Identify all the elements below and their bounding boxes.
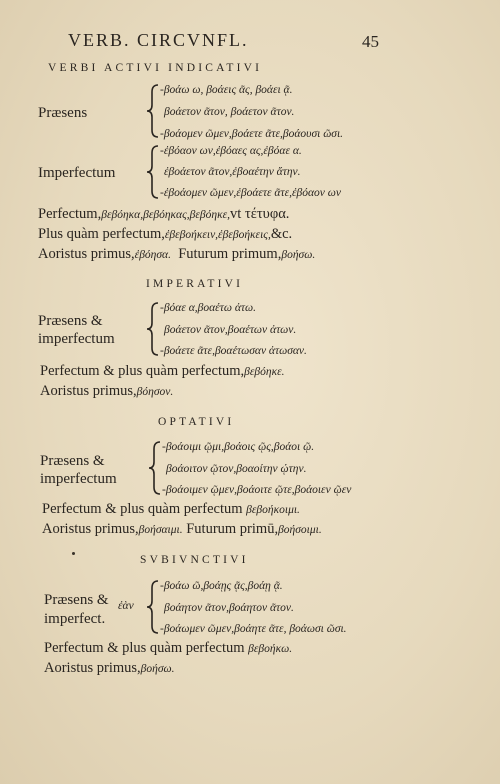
- form-present-1: -βοάω ω, βοάεις ᾶς, βοάει ᾷ.: [160, 84, 293, 96]
- greek-text: ἐβεβοήκειν,ἐβεβοήκεις,: [164, 229, 271, 241]
- section-title-indicative: VERBI ACTIVI INDICATIVI: [48, 62, 263, 74]
- form-optative-2: βοάοιτον ῷτον,βοαοίτην ῴτην.: [166, 463, 307, 475]
- latin-text: Perfectum,: [38, 206, 102, 222]
- brace-present: [146, 84, 160, 138]
- label-optative-1: Præsens &: [40, 453, 105, 469]
- section-title-imperative: IMPERATIVI: [146, 278, 244, 290]
- latin-text: Perfectum & plus quàm perfectum: [42, 501, 243, 517]
- subjunctive-aorist-line: [44, 660, 175, 677]
- imperative-perfect-line: [40, 363, 285, 380]
- label-subjunctive-2: imperfect.: [44, 611, 106, 627]
- latin-text: Plus quàm perfectum,: [38, 226, 165, 242]
- latin-text: Aoristus primus,: [42, 521, 139, 537]
- optative-perfect-line: [42, 501, 300, 518]
- label-present: Præsens: [38, 105, 88, 121]
- greek-text: βοήσω.: [281, 249, 316, 261]
- latin-text: Futurum primum,: [178, 246, 282, 262]
- optative-aorist-line: [42, 521, 322, 538]
- greek-text: βεβοήκω.: [248, 643, 293, 655]
- latin-text: Perfectum & plus quàm perfectum,: [40, 363, 245, 379]
- label-optative-2: imperfectum: [40, 471, 117, 487]
- label-imperfect: Imperfectum: [38, 165, 116, 181]
- form-imperative-2: βοάετον ᾶτον,βοαέτων ἀτων.: [164, 324, 297, 336]
- indicative-perfect-line: [38, 206, 289, 223]
- latin-text: Aoristus primus,: [38, 246, 135, 262]
- form-optative-3: -βοάοιμεν ῷμεν,βοάοιτε ῷτε,βοάοιεν ῷεν: [162, 484, 352, 496]
- form-imperfect-2: ἐβοάετον ᾶτον,ἐβοαέτην ἄτην.: [164, 166, 301, 178]
- form-present-2: βοάετον ᾶτον, βοάετον ᾶτον.: [164, 106, 295, 118]
- latin-text: Futurum primū,: [186, 521, 279, 537]
- section-title-subjunctive: SVBIVNCTIVI: [140, 554, 249, 566]
- label-subjunctive-1: Præsens &: [44, 592, 109, 608]
- running-head: VERB. CIRCVNFL.: [68, 30, 249, 50]
- brace-imperative: [146, 302, 160, 356]
- greek-text: βοήσαιμι.: [138, 524, 183, 536]
- greek-text: βοήσω.: [140, 663, 175, 675]
- label-imperative-2: imperfectum: [38, 331, 115, 347]
- form-subjunctive-3: -βοάωμεν ῶμεν,βοάητε ᾶτε, βοάωσι ῶσι.: [160, 623, 347, 635]
- greek-text: βεβόηκε.: [244, 366, 285, 378]
- latin-text: Aoristus primus,: [40, 383, 137, 399]
- indicative-aorist-line: [38, 246, 315, 263]
- label-imperative-1: Præsens &: [38, 313, 103, 329]
- form-imperfect-1: -ἐβόαον ων,ἐβόαες ας,ἐβόαε α.: [160, 145, 302, 157]
- greek-text: ἐβόησα.: [134, 249, 171, 261]
- latin-text: &c.: [270, 226, 293, 242]
- greek-text: βεβοήκοιμι.: [246, 504, 300, 516]
- greek-text: βοήσοιμι.: [278, 524, 322, 536]
- imperative-aorist-line: [40, 383, 173, 400]
- printer-mark-dot: [72, 552, 75, 555]
- form-imperative-3: -βοάετε ᾶτε,βοαέτωσαν ἀτωσαν.: [160, 345, 307, 357]
- form-subjunctive-2: βοάητον ᾶτον,βοάητον ᾶτον.: [164, 602, 294, 614]
- brace-subjunctive: [146, 580, 160, 634]
- section-title-optative: OPTATIVI: [158, 416, 235, 428]
- particle-ean: ἐὰν: [118, 600, 134, 612]
- greek-text: βόησον.: [136, 386, 174, 398]
- brace-imperfect: [146, 145, 160, 199]
- indicative-pluperfect-line: [38, 226, 292, 243]
- greek-text: βεβόηκα,βεβόηκας,βεβόηκε,: [101, 209, 230, 221]
- form-optative-1: -βοάοιμι ῷμι,βοάοις ῷς,βοάοι ῷ.: [162, 441, 315, 453]
- subjunctive-perfect-line: [44, 640, 292, 657]
- brace-optative: [148, 441, 162, 495]
- latin-text: Perfectum & plus quàm perfectum: [44, 640, 245, 656]
- latin-text: vt τέτυφα.: [230, 206, 290, 222]
- latin-text: Aoristus primus,: [44, 660, 141, 676]
- form-imperfect-3: -ἐβοάομεν ῶμεν,ἐβοάετε ᾶτε,ἐβόαον ων: [160, 187, 341, 199]
- form-present-3: -βοάομεν ῶμεν,βοάετε ᾶτε,βοάουσι ῶσι.: [160, 128, 344, 140]
- form-imperative-1: -βόαε α,βοαέτω ἀτω.: [160, 302, 256, 314]
- form-subjunctive-1: -βοάω ῶ,βοάῃς ᾷς,βοάῃ ᾷ.: [160, 580, 283, 592]
- page-number: 45: [362, 32, 379, 51]
